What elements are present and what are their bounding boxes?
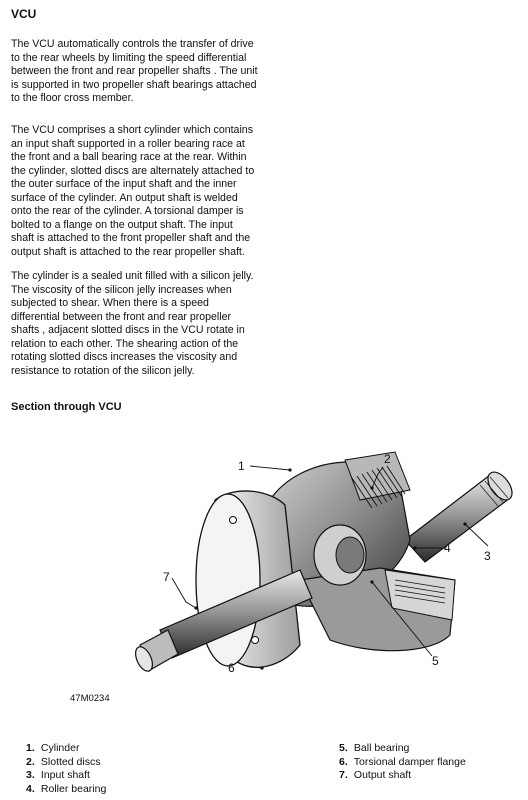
callout-6: 6: [228, 661, 235, 675]
callout-4: 4: [444, 541, 451, 555]
legend-number: 2.: [26, 755, 35, 768]
legend-item: [339, 756, 466, 770]
text-line: output shaft is attached to the rear propeller shaft.: [11, 245, 245, 258]
legend-item: [339, 742, 466, 756]
legend-number: 7.: [339, 769, 348, 781]
bearing-hub: [314, 525, 366, 585]
paragraph-overview: [11, 38, 311, 106]
text-line: The viscosity of the silicon jelly increases when: [11, 283, 232, 296]
text-line: rotating slotted discs increases the viscosity and: [11, 351, 238, 363]
legend-label: Torsional damper flange: [353, 755, 466, 768]
text-line: the front and a ball bearing race at the rear. Within: [11, 151, 247, 163]
legend-item: [339, 769, 466, 783]
legend-item: [26, 769, 106, 783]
legend-item: [26, 742, 106, 756]
text-line: onto the rear of the cylinder. A torsional damper is: [11, 205, 244, 217]
paragraph-construction: [11, 124, 311, 259]
legend-item: [26, 756, 106, 770]
text-line: subjected to shear. When there is a speed: [11, 297, 209, 309]
cylinder-lower: [300, 568, 455, 651]
figure-reference: 47M0234: [70, 693, 110, 704]
callout-3: 3: [484, 549, 491, 563]
text-line: to the floor cross member.: [11, 92, 134, 104]
legend-label: Roller bearing: [40, 782, 107, 795]
legend-label: Cylinder: [40, 742, 80, 754]
callout-5: 5: [432, 654, 439, 668]
legend-list-left: [26, 742, 106, 796]
text-line: The cylinder is a sealed unit filled with a silicon jelly.: [11, 270, 254, 282]
text-line: surface of the cylinder. An output shaft is welded: [11, 191, 238, 204]
text-line: is supported in two propeller shaft bearings attached: [11, 78, 257, 91]
text-line: relation to each other. The shearing action of the: [11, 337, 239, 350]
callout-7: 7: [163, 570, 170, 584]
text-line: between the front and rear propeller shafts . The unit: [11, 65, 258, 77]
text-line: the cylinder, slotted discs are alternately attached to: [11, 164, 255, 177]
text-line: the outer surface of the input shaft and the inner: [11, 178, 237, 190]
callout-2: 2: [384, 452, 391, 466]
text-line: bolted to a flange on the output shaft. The input: [11, 218, 233, 231]
text-line: resistance to rotation of the silicon jelly.: [11, 364, 195, 377]
callout-1: 1: [238, 459, 245, 473]
legend-item: [26, 783, 106, 797]
text-line: shafts , adjacent slotted discs in the VCU rotate in: [11, 324, 245, 336]
section-title: Section through VCU: [11, 401, 122, 413]
legend-number: 4.: [26, 782, 35, 795]
legend-number: 1.: [26, 742, 35, 754]
legend-label: Input shaft: [40, 769, 90, 781]
text-line: shaft is attached to the front propeller shaft and the: [11, 232, 251, 244]
text-line: The VCU comprises a short cylinder which contains: [11, 124, 253, 136]
legend-label: Slotted discs: [40, 755, 101, 768]
legend-list-right: [339, 742, 466, 783]
text-line: differential between the front and rear propeller: [11, 310, 232, 323]
text-line: an input shaft supported in a roller bearing race at: [11, 137, 245, 150]
legend-label: Output shaft: [353, 769, 412, 781]
vcu-section-illustration: [0, 430, 528, 700]
legend-number: 3.: [26, 769, 35, 781]
legend-number: 5.: [339, 742, 348, 754]
text-line: to the rear wheels by limiting the speed differential: [11, 51, 247, 64]
legend-number: 6.: [339, 755, 348, 768]
page-heading: VCU: [11, 7, 37, 21]
legend-label: Ball bearing: [353, 742, 410, 754]
paragraph-operation: [11, 270, 311, 378]
text-line: The VCU automatically controls the transfer of drive: [11, 38, 254, 50]
